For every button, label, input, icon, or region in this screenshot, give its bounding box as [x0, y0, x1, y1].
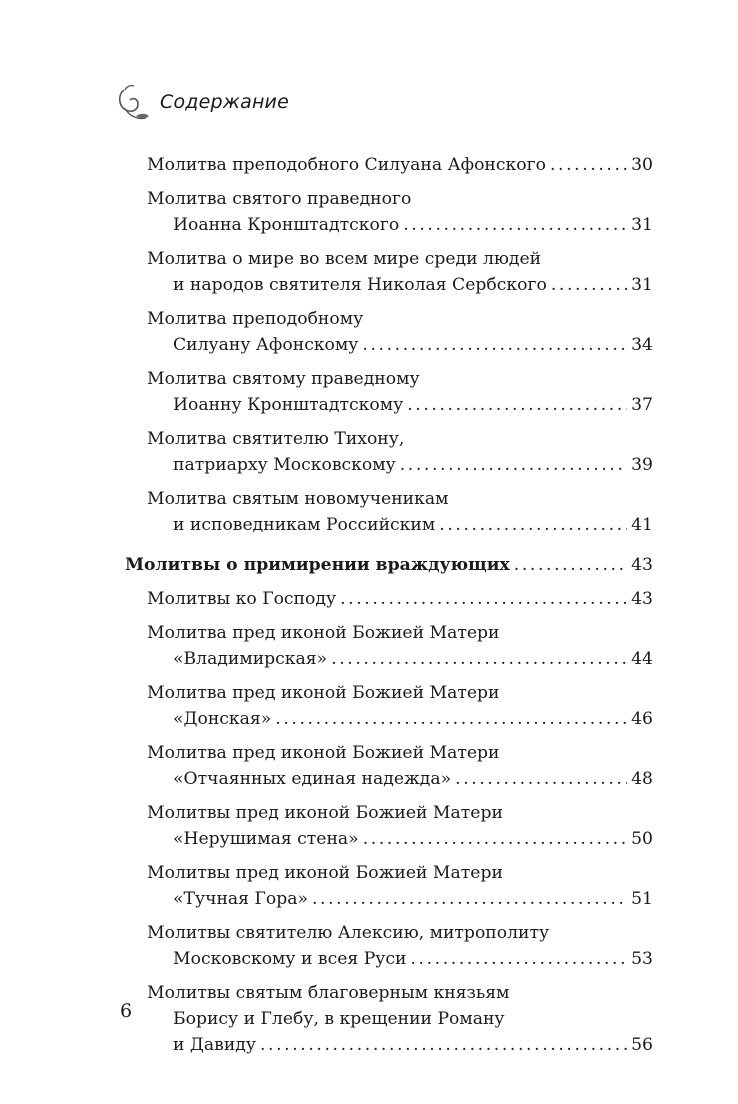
toc-page-number: 37 — [631, 395, 653, 415]
toc-entry-title: и народов святителя Николая Сербского — [173, 275, 547, 295]
dot-leader — [550, 152, 627, 178]
toc-entry[interactable] — [125, 980, 653, 1058]
toc-entry-line — [147, 586, 653, 612]
dot-leader — [455, 766, 627, 792]
toc-entry-line — [125, 552, 653, 578]
toc-entry[interactable] — [125, 306, 653, 358]
toc-entry-title: и Давиду — [173, 1035, 256, 1055]
toc-entry[interactable] — [125, 366, 653, 418]
toc-entry[interactable] — [125, 586, 653, 612]
toc-page-number: 51 — [631, 889, 653, 909]
toc-page-number: 34 — [631, 335, 653, 355]
toc-entry-line — [147, 766, 653, 792]
toc-page-number: 43 — [631, 555, 653, 575]
toc-entry-title: Силуану Афонскому — [173, 335, 359, 355]
toc-page-number: 30 — [631, 155, 653, 175]
toc-entry-line — [147, 646, 653, 672]
toc-entry-title: «Нерушимая стена» — [173, 829, 359, 849]
toc-entry[interactable] — [125, 152, 653, 178]
toc-entry-title: патриарху Московскому — [173, 455, 396, 475]
toc-entry-title: «Донская» — [173, 709, 272, 729]
toc-entry-line — [147, 452, 653, 478]
dot-leader — [312, 886, 627, 912]
toc-page-number: 48 — [631, 769, 653, 789]
toc-entry-title: Молитва святителю Тихону, — [147, 429, 405, 449]
dot-leader — [410, 946, 627, 972]
toc-entry-title: Молитвы святителю Алексию, митрополиту — [147, 923, 550, 943]
toc-entry-line — [147, 332, 653, 358]
toc-entry[interactable] — [125, 186, 653, 238]
toc-entry[interactable] — [125, 486, 653, 538]
page-number: 6 — [120, 1000, 133, 1022]
toc-entry-line — [147, 152, 653, 178]
toc-page-number: 44 — [631, 649, 653, 669]
dot-leader — [275, 706, 627, 732]
toc-page-number: 46 — [631, 709, 653, 729]
toc-page-number: 56 — [631, 1035, 653, 1055]
dot-leader — [340, 586, 627, 612]
toc-entry-line — [147, 886, 653, 912]
toc-entry[interactable] — [125, 920, 653, 972]
toc-page-number: 53 — [631, 949, 653, 969]
toc-entry[interactable] — [125, 860, 653, 912]
toc-entry-title: Молитвы о примирении враждующих — [125, 555, 510, 575]
toc-entry-title: Молитва пред иконой Божией Матери — [147, 683, 500, 703]
dot-leader — [362, 332, 627, 358]
toc-entry-title: Иоанна Кронштадтского — [173, 215, 400, 235]
toc-entry[interactable] — [125, 246, 653, 298]
toc-entry-title: Борису и Глебу, в крещении Роману — [173, 1009, 505, 1029]
toc-entry-title: Молитва святому праведному — [147, 369, 420, 389]
toc-entry[interactable] — [125, 680, 653, 732]
toc-entry-title: «Отчаянных единая надежда» — [173, 769, 452, 789]
toc-entry-line — [147, 706, 653, 732]
toc-entry-title: Молитва святого праведного — [147, 189, 412, 209]
toc-entry-title: Молитва о мире во всем мире среди людей — [147, 249, 542, 269]
leaf-swirl-ornament-icon — [116, 80, 156, 124]
toc-entry-title: Молитва преподобному — [147, 309, 364, 329]
toc-entry-title: Московскому и всея Руси — [173, 949, 407, 969]
toc-entry-title: и исповедникам Российским — [173, 515, 436, 535]
toc-entry-title: Молитвы ко Господу — [147, 589, 337, 609]
toc-entry-line — [147, 826, 653, 852]
toc-entry-title: Молитва преподобного Силуана Афонского — [147, 155, 546, 175]
toc-page-number: 43 — [631, 589, 653, 609]
toc-entry[interactable] — [125, 620, 653, 672]
toc-entry-line — [147, 1032, 653, 1058]
toc-entry-line — [147, 212, 653, 238]
toc-entry-line — [147, 946, 653, 972]
dot-leader — [260, 1032, 627, 1058]
toc-entry[interactable] — [125, 426, 653, 478]
toc-entry-title: Молитвы пред иконой Божией Матери — [147, 803, 503, 823]
toc-entry[interactable] — [125, 800, 653, 852]
table-of-contents — [125, 152, 653, 1058]
toc-entry-line — [147, 512, 653, 538]
running-header — [116, 80, 289, 124]
dot-leader — [407, 392, 627, 418]
toc-page-number: 31 — [631, 215, 653, 235]
dot-leader — [331, 646, 627, 672]
toc-entry-line — [147, 272, 653, 298]
dot-leader — [514, 552, 627, 578]
toc-entry-title: Молитва пред иконой Божией Матери — [147, 743, 500, 763]
toc-entry[interactable] — [125, 740, 653, 792]
toc-section-heading[interactable] — [125, 552, 653, 578]
toc-entry-line — [147, 392, 653, 418]
toc-entry-title: «Тучная Гора» — [173, 889, 308, 909]
toc-page-number: 50 — [631, 829, 653, 849]
toc-entry-title: Молитва святым новомученикам — [147, 489, 449, 509]
dot-leader — [400, 452, 627, 478]
toc-entry-title: Молитвы пред иконой Божией Матери — [147, 863, 503, 883]
toc-page-number: 31 — [631, 275, 653, 295]
toc-page-number: 41 — [631, 515, 653, 535]
toc-entry-title: Молитва пред иконой Божией Матери — [147, 623, 500, 643]
toc-entry-title: Иоанну Кронштадтскому — [173, 395, 404, 415]
toc-entry-title: «Владимирская» — [173, 649, 328, 669]
toc-page-number: 39 — [631, 455, 653, 475]
section-title: Содержание — [160, 91, 289, 113]
dot-leader — [363, 826, 627, 852]
dot-leader — [551, 272, 627, 298]
toc-entry-title: Молитвы святым благоверным князьям — [147, 983, 510, 1003]
dot-leader — [403, 212, 627, 238]
dot-leader — [439, 512, 627, 538]
